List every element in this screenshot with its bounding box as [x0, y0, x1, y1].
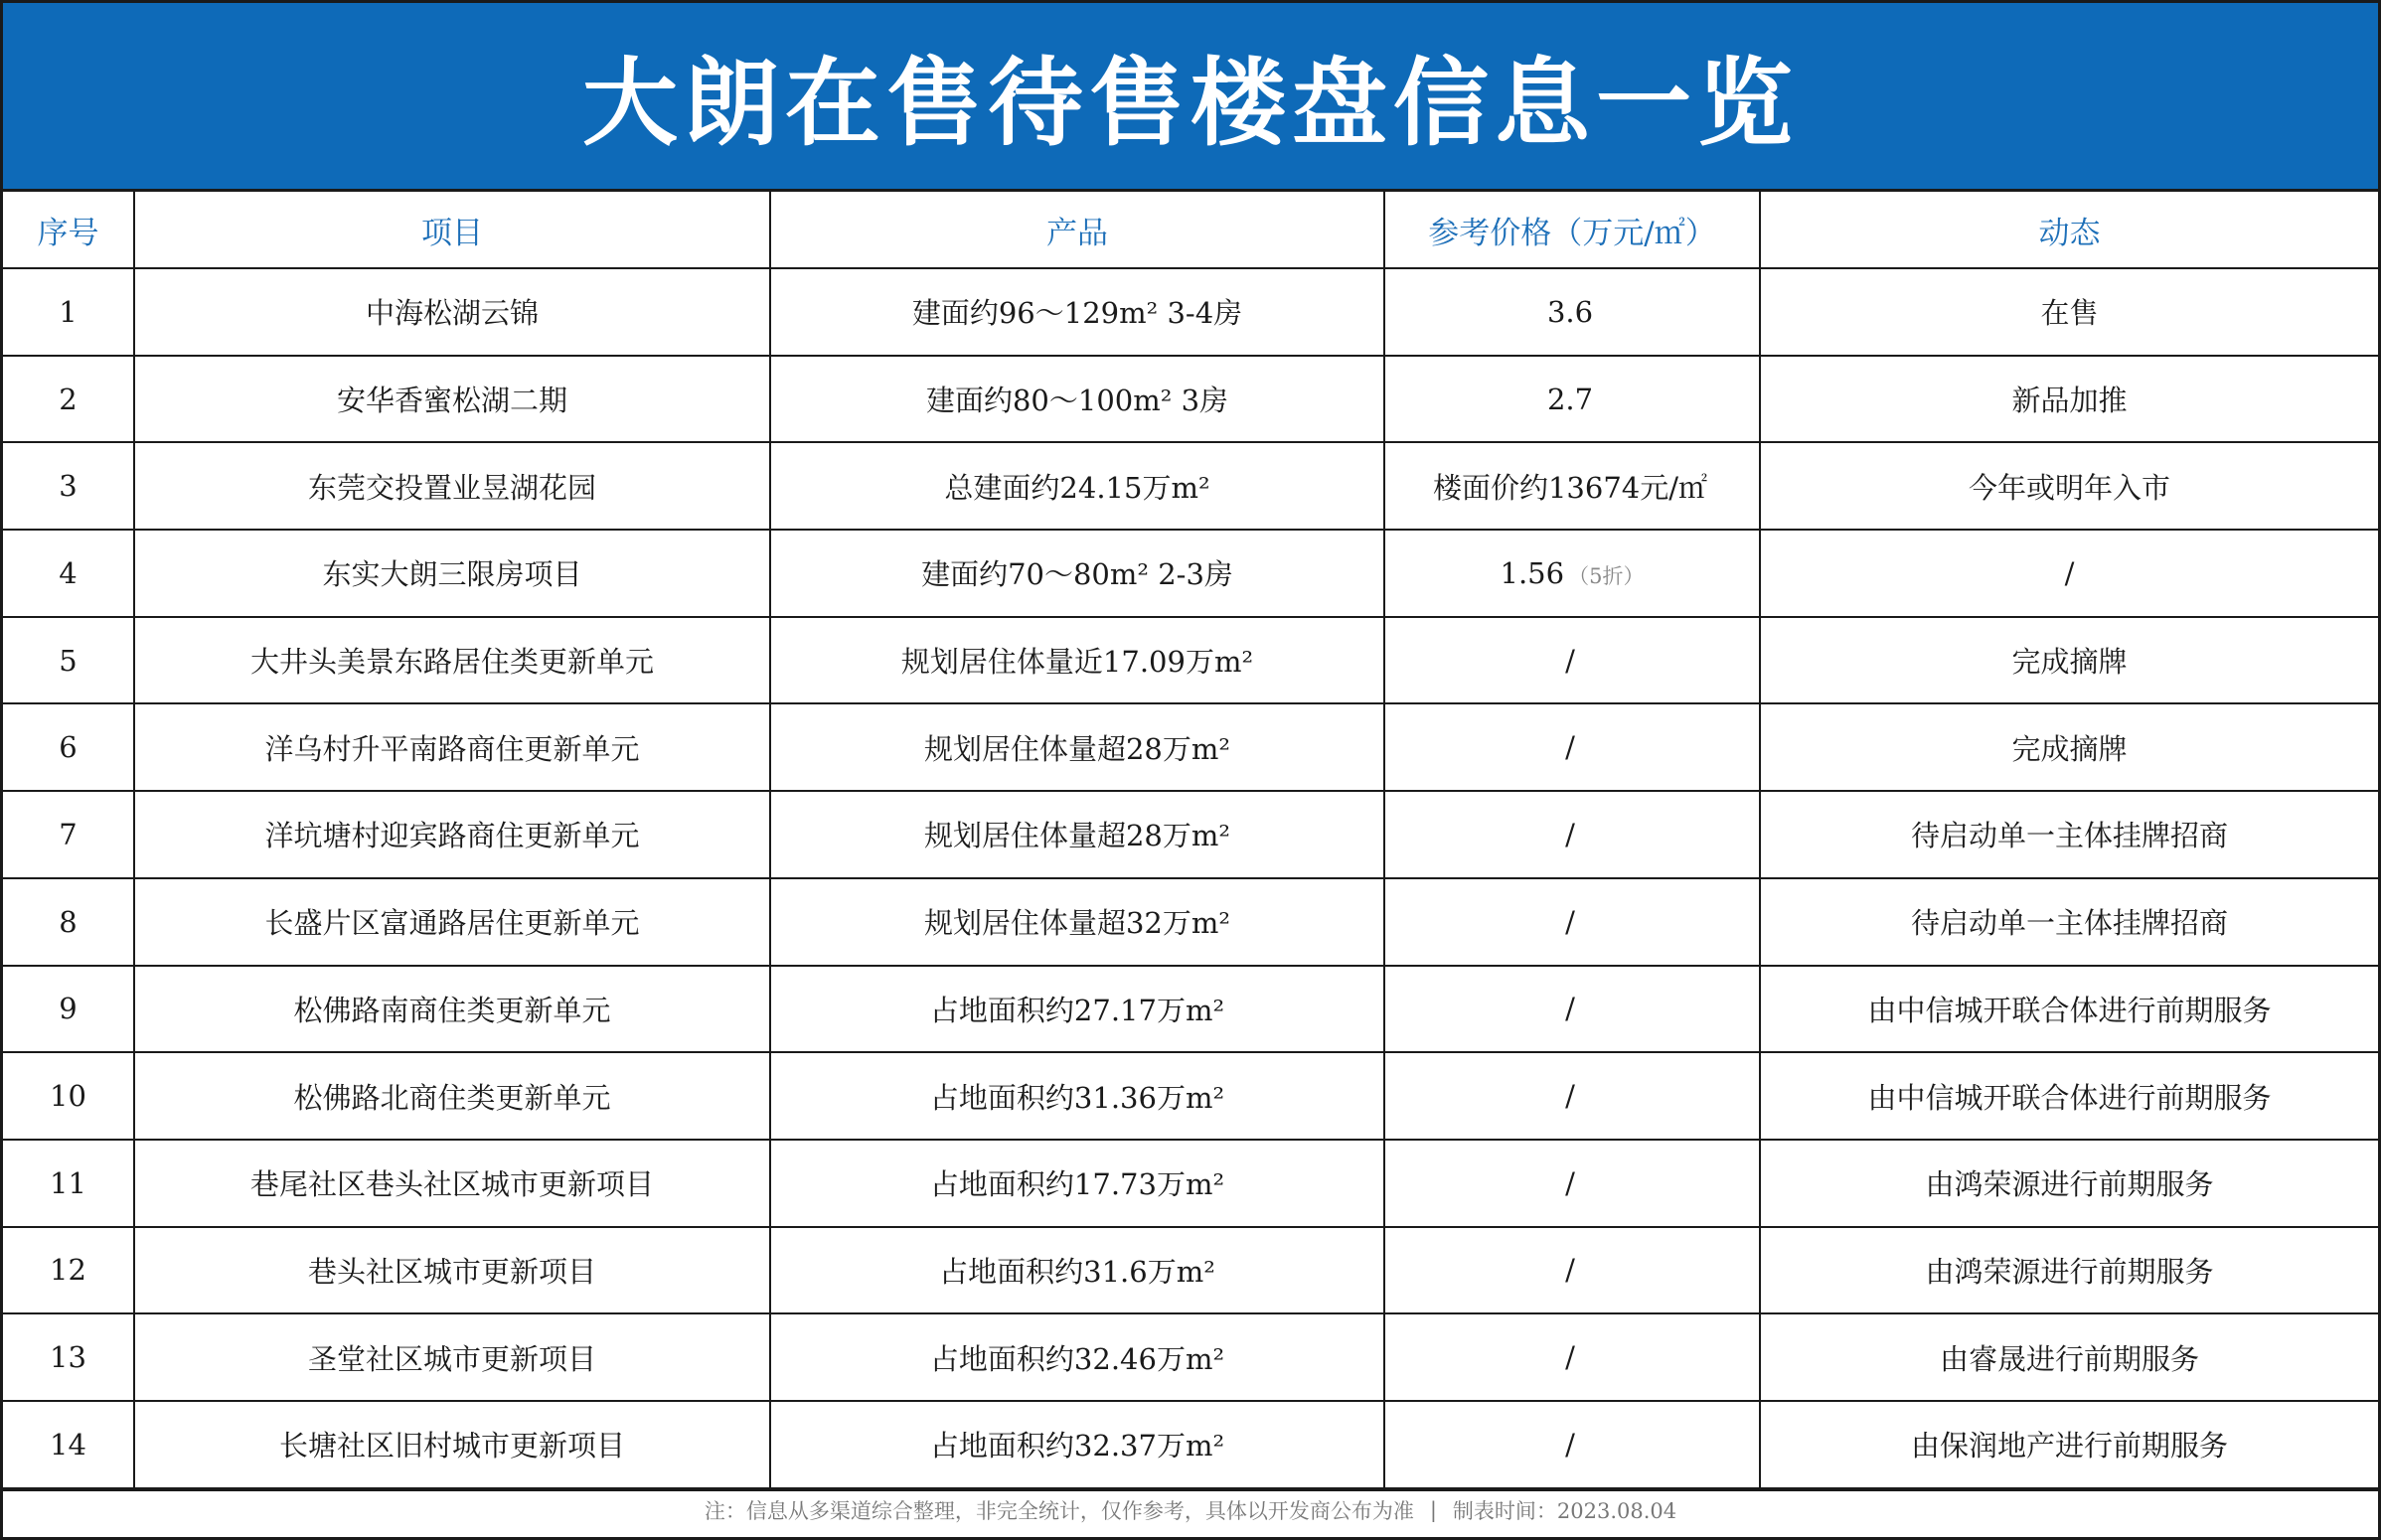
table-row: [3, 1401, 2378, 1488]
cell-price: [1384, 1052, 1760, 1140]
cell-project: 长盛片区富通路居住更新单元: [134, 878, 770, 966]
listings-table: [3, 192, 2378, 1489]
cell-status: /: [1760, 530, 2378, 617]
cell-price: [1384, 530, 1760, 617]
cell-project: 中海松湖云锦: [134, 268, 770, 356]
cell-no: 7: [3, 791, 134, 878]
table-row: [3, 442, 2378, 530]
table-row: [3, 1313, 2378, 1401]
cell-price: [1384, 442, 1760, 530]
table-header-row: [3, 192, 2378, 268]
cell-status: 由中信城开联合体进行前期服务: [1760, 1052, 2378, 1140]
cell-project: 圣堂社区城市更新项目: [134, 1313, 770, 1401]
cell-no: 11: [3, 1140, 134, 1227]
cell-product: 占地面积约27.17万m²: [770, 966, 1384, 1053]
cell-product: 建面约70～80m² 2-3房: [770, 530, 1384, 617]
footer-separator: |: [1429, 1498, 1437, 1523]
price-value: /: [1565, 1253, 1575, 1288]
cell-price: [1384, 966, 1760, 1053]
cell-no: 3: [3, 442, 134, 530]
cell-no: 4: [3, 530, 134, 617]
cell-product: 规划居住体量近17.09万m²: [770, 617, 1384, 704]
cell-price: [1384, 268, 1760, 356]
cell-product: 规划居住体量超28万m²: [770, 791, 1384, 878]
cell-no: 12: [3, 1227, 134, 1314]
cell-product: 规划居住体量超32万m²: [770, 878, 1384, 966]
price-value: /: [1565, 817, 1575, 851]
cell-project: 洋坑塘村迎宾路商住更新单元: [134, 791, 770, 878]
cell-status: 新品加推: [1760, 356, 2378, 443]
price-value: 3.6: [1546, 294, 1594, 329]
cell-project: 松佛路北商住类更新单元: [134, 1052, 770, 1140]
price-value: 楼面价约13674元/㎡: [1432, 470, 1708, 505]
page-title: 大朗在售待售楼盘信息一览: [582, 48, 1799, 159]
cell-project: 巷尾社区巷头社区城市更新项目: [134, 1140, 770, 1227]
cell-no: 5: [3, 617, 134, 704]
cell-status: 由睿晟进行前期服务: [1760, 1313, 2378, 1401]
cell-status: 由中信城开联合体进行前期服务: [1760, 966, 2378, 1053]
cell-no: 6: [3, 703, 134, 791]
cell-no: 9: [3, 966, 134, 1053]
cell-status: 待启动单一主体挂牌招商: [1760, 878, 2378, 966]
table-row: [3, 617, 2378, 704]
price-value: 2.7: [1546, 382, 1594, 416]
table-row: [3, 966, 2378, 1053]
cell-project: 东实大朗三限房项目: [134, 530, 770, 617]
price-value: /: [1565, 643, 1575, 678]
cell-product: 总建面约24.15万m²: [770, 442, 1384, 530]
cell-price: [1384, 1140, 1760, 1227]
cell-product: 占地面积约32.46万m²: [770, 1313, 1384, 1401]
cell-product: 占地面积约31.36万m²: [770, 1052, 1384, 1140]
cell-status: 由保润地产进行前期服务: [1760, 1401, 2378, 1488]
title-banner: [3, 3, 2378, 192]
price-value: /: [1565, 1427, 1575, 1462]
price-value: /: [1565, 1165, 1575, 1200]
cell-no: 14: [3, 1401, 134, 1488]
cell-price: [1384, 356, 1760, 443]
cell-status: 待启动单一主体挂牌招商: [1760, 791, 2378, 878]
price-value: 1.56: [1500, 555, 1565, 590]
cell-product: 占地面积约17.73万m²: [770, 1140, 1384, 1227]
cell-no: 8: [3, 878, 134, 966]
price-value: /: [1565, 1079, 1575, 1114]
table-row: [3, 878, 2378, 966]
cell-no: 2: [3, 356, 134, 443]
price-note: （5折）: [1568, 563, 1645, 588]
cell-product: 建面约96～129m² 3-4房: [770, 268, 1384, 356]
table-row: [3, 268, 2378, 356]
cell-no: 1: [3, 268, 134, 356]
price-value: /: [1565, 730, 1575, 765]
cell-price: [1384, 1313, 1760, 1401]
column-header-no: 序号: [3, 192, 134, 268]
table-row: [3, 1052, 2378, 1140]
cell-project: 洋乌村升平南路商住更新单元: [134, 703, 770, 791]
cell-price: [1384, 703, 1760, 791]
compile-date: 制表时间：2023.08.04: [1452, 1499, 1677, 1524]
disclaimer-text: 注：信息从多渠道综合整理，非完全统计，仅作参考，具体以开发商公布为准: [704, 1499, 1414, 1524]
cell-project: 大井头美景东路居住类更新单元: [134, 617, 770, 704]
cell-product: 占地面积约32.37万m²: [770, 1401, 1384, 1488]
cell-project: 东莞交投置业昱湖花园: [134, 442, 770, 530]
cell-status: 在售: [1760, 268, 2378, 356]
table-row: [3, 1140, 2378, 1227]
cell-status: 由鸿荣源进行前期服务: [1760, 1227, 2378, 1314]
cell-status: 由鸿荣源进行前期服务: [1760, 1140, 2378, 1227]
cell-status: 完成摘牌: [1760, 617, 2378, 704]
cell-project: 松佛路南商住类更新单元: [134, 966, 770, 1053]
cell-product: 规划居住体量超28万m²: [770, 703, 1384, 791]
cell-project: 长塘社区旧村城市更新项目: [134, 1401, 770, 1488]
table-row: [3, 703, 2378, 791]
table-row: [3, 1227, 2378, 1314]
table-row: [3, 791, 2378, 878]
column-header-price: 参考价格（万元/㎡）: [1384, 192, 1760, 268]
column-header-status: 动态: [1760, 192, 2378, 268]
cell-price: [1384, 1401, 1760, 1488]
price-value: /: [1565, 904, 1575, 939]
column-header-product: 产品: [770, 192, 1384, 268]
table-row: [3, 530, 2378, 617]
cell-status: 完成摘牌: [1760, 703, 2378, 791]
cell-price: [1384, 791, 1760, 878]
cell-project: 安华香蜜松湖二期: [134, 356, 770, 443]
cell-status: 今年或明年入市: [1760, 442, 2378, 530]
cell-project: 巷头社区城市更新项目: [134, 1227, 770, 1314]
price-value: /: [1565, 992, 1575, 1026]
cell-product: 占地面积约31.6万m²: [770, 1227, 1384, 1314]
cell-product: 建面约80～100m² 3房: [770, 356, 1384, 443]
cell-price: [1384, 617, 1760, 704]
column-header-project: 项目: [134, 192, 770, 268]
cell-no: 10: [3, 1052, 134, 1140]
footer-note: [3, 1489, 2378, 1530]
cell-no: 13: [3, 1313, 134, 1401]
cell-price: [1384, 878, 1760, 966]
cell-price: [1384, 1227, 1760, 1314]
table-row: [3, 356, 2378, 443]
price-value: /: [1565, 1340, 1575, 1375]
